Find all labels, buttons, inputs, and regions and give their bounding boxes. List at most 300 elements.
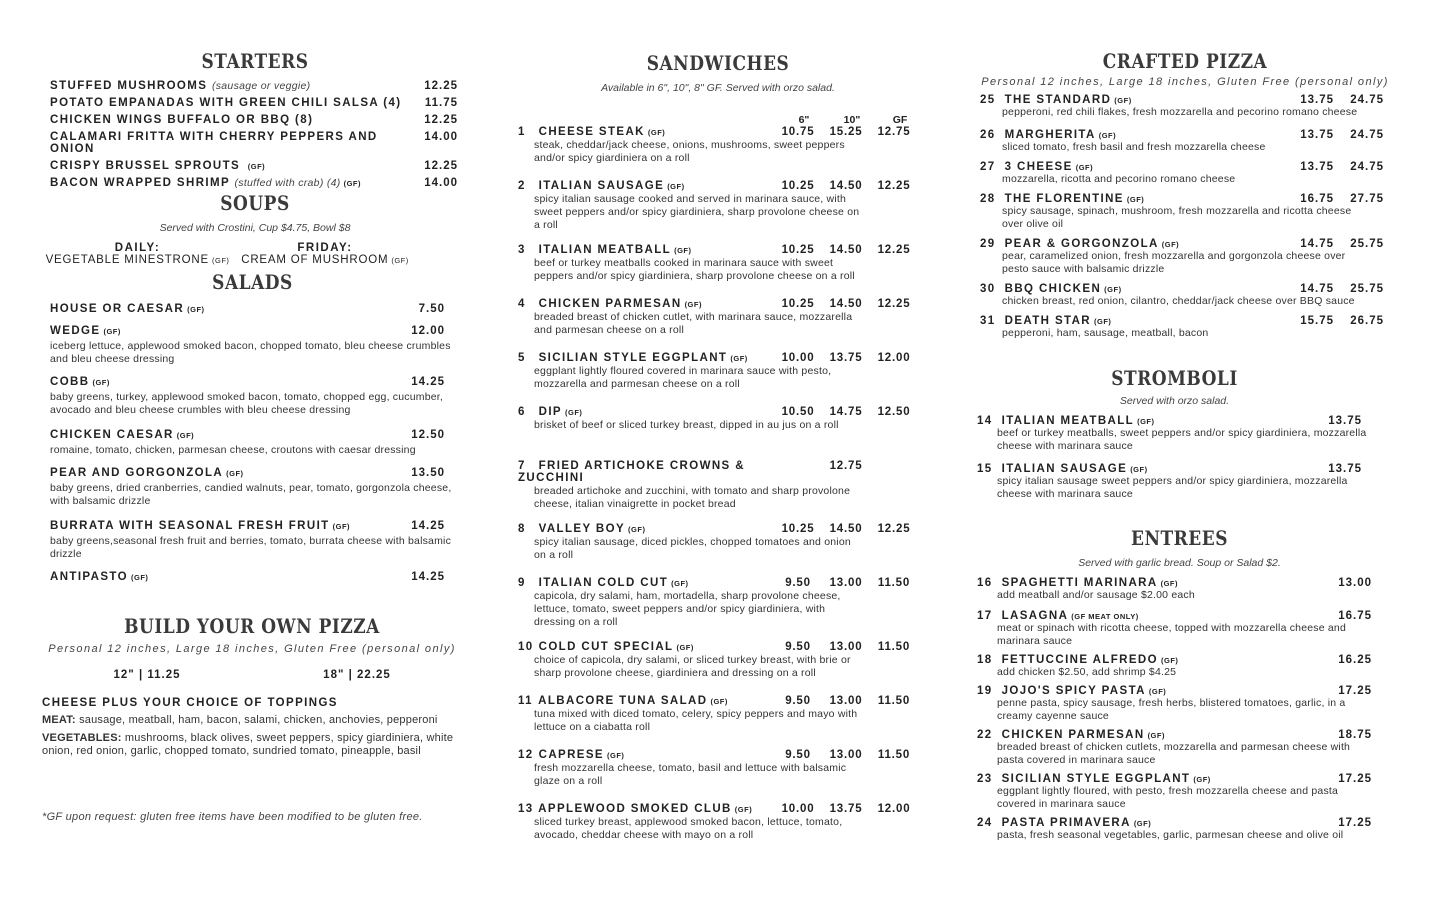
byo-pizza-section [42, 617, 462, 758]
gf-tag: (GF) [1147, 731, 1165, 740]
gf-tag: (GF) [1114, 96, 1132, 105]
item-name: THE FLORENTINE [1004, 193, 1124, 205]
stromboli-subtitle: Served with orzo salad. [1119, 395, 1230, 407]
gf-tag: (GF) [247, 162, 266, 171]
item-number: 3 [518, 244, 526, 256]
item-price: 12.75 [829, 460, 863, 472]
item-name: FETTUCCINE ALFREDO [1001, 654, 1158, 666]
item-price: 15.25 [829, 126, 863, 138]
sandwich-item [518, 749, 918, 791]
item-price: 10.00 [781, 352, 815, 364]
item-desc: pepperoni, red chili flakes, fresh mozzarella and pecorino romano cheese [1002, 106, 1358, 118]
col-gf: GF [892, 114, 908, 126]
item-price: 10.25 [781, 523, 815, 535]
gf-tag: (GF) [684, 300, 702, 309]
col-6: 6" [798, 114, 810, 126]
sandwiches-heading: SANDWICHES [646, 52, 790, 76]
gf-tag: (GF) [1161, 656, 1179, 665]
salad-item [50, 467, 455, 508]
item-price: 25.75 [1350, 238, 1384, 250]
sandwich-item [518, 577, 918, 629]
gf-tag: (GF) [1161, 240, 1180, 249]
sandwich-item [518, 180, 918, 232]
item-price: 13.00 [829, 695, 863, 707]
item-number: 1 [518, 126, 526, 138]
gf-tag: (GF) [1094, 317, 1112, 326]
sandwiches-section [518, 54, 918, 845]
item-name: FRIED ARTICHOKE CROWNS & ZUCCHINI [518, 460, 745, 484]
item-price: 13.75 [829, 803, 863, 815]
pizza-item [980, 94, 1390, 119]
item-number: 27 [980, 161, 996, 173]
item-desc: eggplant lightly floured, with pesto, fresh mozzarella cheese and pasta covered in marinara sauce [997, 785, 1339, 810]
item-name: JOJO'S SPICY PASTA [1001, 685, 1146, 697]
item-name: DEATH STAR [1004, 315, 1092, 327]
daily-soup: VEGETABLE MINESTRONE [45, 254, 209, 266]
item-number: 19 [977, 685, 993, 697]
item-name: ITALIAN MEATBALL [1001, 415, 1135, 427]
item-price: 7.50 [418, 303, 445, 315]
gf-tag: (GF) [628, 525, 646, 534]
item-price: 12.25 [877, 298, 911, 310]
gf-tag: (GF) [1133, 819, 1152, 828]
item-name: ALBACORE TUNA SALAD [538, 695, 708, 707]
gf-tag: (GF MEAT ONLY) [1071, 612, 1139, 621]
item-price: 24.75 [1350, 94, 1384, 106]
item-price: 14.75 [1300, 238, 1334, 250]
item-price: 14.25 [411, 571, 445, 583]
item-price: 10.25 [781, 298, 815, 310]
item-desc: breaded breast of chicken cutlets, mozzarella and parmesan cheese with pasta covered in marinara sauce [997, 741, 1351, 766]
item-desc: spicy italian sausage, diced pickles, chopped tomatoes and onion on a roll [534, 536, 851, 561]
item-name: CHICKEN WINGS BUFFALO OR BBQ (8) [50, 114, 314, 126]
item-number: 6 [518, 406, 526, 418]
gf-tag: (GF) [730, 354, 748, 363]
gf-tag: (GF) [176, 431, 195, 440]
item-desc: mozzarella, ricotta and pecorino romano cheese [1002, 173, 1236, 185]
gf-tag: (GF) [564, 408, 583, 417]
item-desc: chicken breast, red onion, cilantro, cheddar/jack cheese over BBQ sauce [1002, 295, 1355, 307]
item-desc: capicola, dry salami, ham, mortadella, sharp provolone cheese, lettuce, tomato, sweet peppers and/or spicy giardiniera, with dressing on a roll [534, 590, 841, 628]
item-name: SICILIAN STYLE EGGPLANT [1001, 773, 1191, 785]
item-number: 23 [977, 773, 993, 785]
item-name: POTATO EMPANADAS WITH GREEN CHILI SALSA (4) [50, 97, 402, 109]
item-price: 24.75 [1350, 129, 1384, 141]
gf-tag: (GF) [734, 805, 753, 814]
item-price: 12.00 [877, 352, 911, 364]
item-desc: iceberg lettuce, applewood smoked bacon, chopped tomato, bleu cheese crumbles and bleu cheese dressing [50, 340, 451, 365]
gf-tag: (GF) [647, 128, 666, 137]
entrees-heading: ENTREES [1131, 527, 1228, 551]
starter-item [50, 97, 460, 109]
item-price: 24.75 [1350, 161, 1384, 173]
item-price: 11.50 [877, 749, 911, 761]
size-18: 18" | 22.25 [323, 669, 391, 681]
item-price: 14.25 [411, 376, 445, 388]
item-name: WEDGE [50, 325, 101, 337]
friday-soup: CREAM OF MUSHROOM [241, 254, 389, 266]
gf-tag: (GF) [671, 579, 689, 588]
gf-tag: (GF) [676, 643, 694, 652]
gf-tag: (GF) [1130, 465, 1148, 474]
stromboli-section [977, 369, 1372, 501]
item-number: 10 [518, 641, 534, 653]
item-price: 13.00 [829, 749, 863, 761]
item-name: THE STANDARD [1004, 94, 1112, 106]
item-desc: tuna mixed with diced tomato, celery, spicy peppers and mayo with lettuce on a ciabatta roll [534, 708, 858, 733]
item-price: 14.00 [424, 131, 458, 143]
byo-subtitle: Personal 12 inches, Large 18 inches, Gluten Free (personal only) [48, 643, 456, 655]
item-name: ITALIAN MEATBALL [538, 244, 672, 256]
item-name: CHEESE STEAK [538, 126, 645, 138]
item-name: 3 CHEESE [1004, 161, 1073, 173]
item-note: (sausage or veggie) [211, 80, 311, 92]
soups-heading: SOUPS [220, 192, 290, 216]
starter-item [50, 160, 460, 172]
item-number: 5 [518, 352, 526, 364]
item-price: 13.00 [829, 641, 863, 653]
toppings-heading: CHEESE PLUS YOUR CHOICE OF TOPPINGS [42, 697, 338, 709]
item-price: 12.00 [877, 803, 911, 815]
soup-daily [45, 242, 230, 266]
item-number: 22 [977, 729, 993, 741]
gf-tag: (GF) [1160, 579, 1178, 588]
pizza-item [980, 129, 1390, 154]
sandwich-item [518, 641, 918, 683]
item-name: PEAR & GORGONZOLA [1004, 238, 1159, 250]
item-desc: baby greens, dried cranberries, candied walnuts, pear, tomato, gorgonzola cheese, with balsamic drizzle [50, 482, 452, 507]
item-name: CHICKEN PARMESAN [1001, 729, 1145, 741]
item-number: 4 [518, 298, 526, 310]
item-desc: add chicken $2.50, add shrimp $4.25 [997, 666, 1177, 678]
item-number: 28 [980, 193, 996, 205]
item-name: HOUSE OR CAESAR [50, 303, 185, 315]
gf-tag: (GF) [710, 697, 728, 706]
item-name: SICILIAN STYLE EGGPLANT [538, 352, 728, 364]
gf-tag: (GF) [332, 522, 351, 531]
item-desc: spicy italian sausage cooked and served in marinara sauce, with sweet peppers and/or spicy giardiniera, sharp provolone cheese on a roll [534, 193, 860, 231]
entrees-section [977, 529, 1382, 842]
item-desc: pasta, fresh seasonal vegetables, garlic, parmesan cheese and olive oil [997, 829, 1344, 841]
item-price: 11.50 [877, 641, 911, 653]
item-price: 16.75 [1338, 610, 1372, 622]
item-name: COBB [50, 376, 90, 388]
salad-item [50, 325, 455, 366]
soup-friday [230, 242, 420, 266]
item-price: 12.25 [424, 114, 458, 126]
item-price: 13.75 [1300, 94, 1334, 106]
item-price: 13.00 [1338, 577, 1372, 589]
item-number: 8 [518, 523, 526, 535]
item-desc: beef or turkey meatballs, sweet peppers and/or spicy giardiniera, mozzarella cheese with marinara sauce [997, 427, 1367, 452]
item-price: 13.75 [1300, 161, 1334, 173]
item-name: DIP [538, 406, 562, 418]
item-price: 14.75 [1300, 283, 1334, 295]
item-price: 17.25 [1338, 817, 1372, 829]
veg-toppings: mushrooms, black olives, sweet peppers, spicy giardiniera, white onion, red onion, garlic, chopped tomato, sundried tomato, pineapple, basil [42, 732, 454, 757]
item-number: 12 [518, 749, 534, 761]
entrees-item [977, 729, 1382, 767]
item-number: 11 [518, 695, 533, 707]
gf-tag: (GF) [211, 256, 230, 265]
item-number: 31 [980, 315, 996, 327]
gf-tag: (GF) [1104, 285, 1122, 294]
salad-item [50, 376, 455, 417]
sandwich-item [518, 803, 918, 845]
item-price: 10.25 [781, 180, 815, 192]
item-desc: steak, cheddar/jack cheese, onions, mushrooms, sweet peppers and/or spicy giardiniera on a roll [534, 139, 845, 164]
entrees-subtitle: Served with garlic bread. Soup or Salad $2. [1078, 557, 1281, 569]
entrees-item [977, 817, 1382, 842]
item-price: 13.75 [1328, 463, 1362, 475]
item-name: LASAGNA [1001, 610, 1069, 622]
item-name: PEAR AND GORGONZOLA [50, 467, 224, 479]
starters-section [50, 52, 460, 194]
byo-heading: BUILD YOUR OWN PIZZA [124, 615, 380, 639]
item-desc: fresh mozzarella cheese, tomato, basil and lettuce with balsamic glaze on a roll [534, 762, 847, 787]
item-name: COLD CUT SPECIAL [538, 641, 674, 653]
sandwich-item [518, 244, 918, 286]
item-price: 17.25 [1338, 773, 1372, 785]
salads-section [50, 273, 455, 583]
item-name: ITALIAN SAUSAGE [1001, 463, 1128, 475]
item-number: 7 [518, 460, 526, 472]
item-desc: beef or turkey meatballs cooked in marinara sauce with sweet peppers and/or spicy giardiniera, sharp provolone cheese on a roll [534, 257, 855, 282]
item-price: 12.25 [877, 523, 911, 535]
item-price: 18.75 [1338, 729, 1372, 741]
soups-section [45, 194, 465, 266]
item-price: 14.75 [829, 406, 863, 418]
item-name: CHICKEN PARMESAN [538, 298, 682, 310]
sandwich-item [518, 523, 918, 565]
entrees-item [977, 685, 1382, 723]
item-price: 26.75 [1350, 315, 1384, 327]
starter-item [50, 80, 460, 92]
item-name: BURRATA WITH SEASONAL FRESH FRUIT [50, 520, 330, 532]
item-desc: spicy sausage, spinach, mushroom, fresh mozzarella and ricotta cheese over olive oil [1002, 205, 1352, 230]
item-price: 12.25 [877, 180, 911, 192]
item-price: 10.50 [781, 406, 815, 418]
item-number: 16 [977, 577, 993, 589]
item-desc: romaine, tomato, chicken, parmesan cheese, croutons with caesar dressing [50, 444, 416, 456]
sandwich-item [518, 352, 918, 394]
item-desc: penne pasta, spicy sausage, fresh herbs, blistered tomatoes, garlic, in a creamy cayenne sauce [997, 697, 1346, 722]
gf-tag: (GF) [667, 182, 685, 191]
sandwich-item [518, 695, 918, 737]
item-desc: sliced tomato, fresh basil and fresh mozzarella cheese [1002, 141, 1266, 153]
item-price: 10.25 [781, 244, 815, 256]
item-desc: baby greens, turkey, applewood smoked bacon, tomato, chopped egg, cucumber, avocado and bleu cheese crumbles with bleu cheese dressing [50, 391, 444, 416]
gf-footnote: *GF upon request: gluten free items have been modified to be gluten free. [42, 811, 423, 823]
gf-tag: (GF) [1126, 195, 1145, 204]
item-price: 9.50 [785, 641, 811, 653]
pizza-item [980, 238, 1390, 276]
crafted-pizza-section [980, 52, 1390, 347]
pizza-item [980, 193, 1390, 231]
item-price: 13.75 [1328, 415, 1362, 427]
gf-tag: (GF) [1137, 417, 1155, 426]
item-name: ITALIAN COLD CUT [538, 577, 669, 589]
entrees-item [977, 773, 1382, 811]
item-price: 9.50 [785, 577, 811, 589]
item-note: (stuffed with crab) (4) [234, 177, 341, 189]
sandwich-item [518, 126, 918, 168]
meat-label: MEAT: [42, 714, 76, 726]
item-number: 9 [518, 577, 526, 589]
item-name: BBQ CHICKEN [1004, 283, 1102, 295]
gf-tag: (GF) [103, 327, 121, 336]
item-number: 2 [518, 180, 526, 192]
salads-heading: SALADS [212, 271, 293, 295]
item-price: 14.00 [424, 177, 458, 189]
salad-item [50, 520, 455, 561]
gf-tag: (GF) [130, 573, 149, 582]
item-name: BACON WRAPPED SHRIMP [50, 177, 230, 189]
item-number: 25 [980, 94, 996, 106]
item-price: 12.25 [424, 160, 458, 172]
entrees-item [977, 654, 1382, 679]
item-price: 12.50 [877, 406, 911, 418]
item-desc: baby greens,seasonal fresh fruit and berries, tomato, burrata cheese with balsamic drizzle [50, 535, 452, 560]
item-name: CHICKEN CAESAR [50, 429, 174, 441]
salad-item [50, 429, 455, 457]
item-price: 12.25 [877, 244, 911, 256]
item-price: 13.00 [829, 577, 863, 589]
item-name: CRISPY BRUSSEL SPROUTS [50, 160, 241, 172]
item-price: 14.50 [829, 180, 863, 192]
item-number: 13 [518, 803, 534, 815]
item-desc: spicy italian sausage sweet peppers and/or spicy giardiniera, mozzarella cheese with marinara sauce [997, 475, 1348, 500]
gf-tag: (GF) [226, 469, 244, 478]
starter-item [50, 131, 460, 155]
item-name: SPAGHETTI MARINARA [1001, 577, 1158, 589]
item-number: 29 [980, 238, 996, 250]
item-number: 24 [977, 817, 993, 829]
item-desc: breaded artichoke and zucchini, with tomato and sharp provolone cheese, italian vinaigrette in pocket bread [534, 485, 851, 510]
pizza-item [980, 161, 1390, 186]
item-price: 14.50 [829, 523, 863, 535]
item-price: 16.75 [1300, 193, 1334, 205]
item-price: 9.50 [785, 695, 811, 707]
item-name: MARGHERITA [1004, 129, 1096, 141]
item-name: STUFFED MUSHROOMS [50, 80, 208, 92]
gf-tag: (GF) [1098, 131, 1117, 140]
gf-tag: (GF) [1193, 775, 1211, 784]
item-price: 9.50 [785, 749, 811, 761]
pizza-item [980, 315, 1390, 340]
stromboli-item [977, 415, 1372, 453]
item-desc: sliced turkey breast, applewood smoked bacon, lettuce, tomato, avocado, cheddar cheese with mayo on a roll [534, 816, 843, 841]
item-desc: pepperoni, ham, sausage, meatball, bacon [1002, 327, 1209, 339]
item-price: 13.75 [829, 352, 863, 364]
starters-heading: STARTERS [201, 50, 309, 74]
item-desc: brisket of beef or sliced turkey breast, dipped in au jus on a roll [534, 419, 839, 431]
size-12: 12" | 11.25 [113, 669, 181, 681]
item-desc: add meatball and/or sausage $2.00 each [997, 589, 1195, 601]
item-desc: breaded breast of chicken cutlet, with marinara sauce, mozzarella and parmesan cheese on a roll [534, 311, 853, 336]
item-number: 30 [980, 283, 996, 295]
gf-tag: (GF) [343, 179, 361, 188]
item-desc: pear, caramelized onion, fresh mozzarella and gorgonzola cheese over pesto sauce with balsamic drizzle [1002, 250, 1346, 275]
gf-tag: (GF) [187, 305, 205, 314]
size-columns [518, 114, 924, 126]
gf-tag: (GF) [674, 246, 692, 255]
starter-item [50, 177, 460, 189]
item-price: 14.50 [829, 244, 863, 256]
pizza-item [980, 283, 1390, 308]
item-price: 11.75 [424, 97, 458, 109]
item-name: ITALIAN SAUSAGE [538, 180, 665, 192]
item-desc: eggplant lightly floured covered in marinara sauce with pesto, mozzarella and parmesan cheese on a roll [534, 365, 832, 390]
item-price: 12.75 [877, 126, 911, 138]
item-price: 15.75 [1300, 315, 1334, 327]
starter-item [50, 114, 460, 126]
item-number: 15 [977, 463, 993, 475]
item-price: 27.75 [1350, 193, 1384, 205]
sandwich-item [518, 460, 918, 511]
item-name: ANTIPASTO [50, 571, 128, 583]
gf-tag: (GF) [92, 378, 110, 387]
gf-tag: (GF) [607, 751, 625, 760]
stromboli-item [977, 463, 1372, 501]
gf-tag: (GF) [1148, 687, 1167, 696]
item-price: 10.00 [781, 803, 815, 815]
item-desc: choice of capicola, dry salami, or sliced turkey breast, with brie or sharp provolone cheese, giardiniera and dressing on a roll [534, 654, 851, 679]
item-price: 12.50 [411, 429, 445, 441]
crafted-subtitle: Personal 12 inches, Large 18 inches, Gluten Free (personal only) [981, 76, 1389, 88]
sandwich-item [518, 298, 918, 340]
item-name: APPLEWOOD SMOKED CLUB [538, 803, 732, 815]
col-10: 10" [843, 114, 861, 126]
item-price: 25.75 [1350, 283, 1384, 295]
item-desc: meat or spinach with ricotta cheese, topped with mozzarella cheese and marinara sauce [997, 622, 1347, 647]
stromboli-heading: STROMBOLI [1111, 367, 1238, 391]
veg-label: VEGETABLES: [42, 732, 122, 744]
item-number: 14 [977, 415, 993, 427]
item-price: 17.25 [1338, 685, 1372, 697]
meat-toppings: sausage, meatball, ham, bacon, salami, chicken, anchovies, pepperoni [79, 714, 438, 726]
item-name: VALLEY BOY [538, 523, 626, 535]
friday-label: FRIDAY: [297, 242, 353, 254]
item-price: 16.25 [1338, 654, 1372, 666]
gf-tag: (GF) [1075, 163, 1094, 172]
item-number: 17 [977, 610, 993, 622]
entrees-item [977, 577, 1382, 602]
item-number: 18 [977, 654, 993, 666]
item-price: 14.25 [411, 520, 445, 532]
crafted-heading: CRAFTED PIZZA [1102, 50, 1268, 74]
sandwich-item [518, 406, 918, 448]
item-name: PASTA PRIMAVERA [1001, 817, 1131, 829]
item-price: 13.50 [411, 467, 445, 479]
item-price: 12.25 [424, 80, 458, 92]
item-price: 12.00 [411, 325, 445, 337]
gf-tag: (GF) [391, 256, 409, 265]
entrees-item [977, 610, 1382, 648]
daily-label: DAILY: [114, 242, 161, 254]
item-number: 26 [980, 129, 996, 141]
item-price: 11.50 [877, 695, 911, 707]
item-name: CAPRESE [538, 749, 605, 761]
salad-item [50, 571, 455, 583]
item-name: CALAMARI FRITTA WITH CHERRY PEPPERS AND ONION [50, 131, 378, 155]
item-price: 10.75 [781, 126, 815, 138]
salad-item [50, 303, 455, 315]
item-price: 13.75 [1300, 129, 1334, 141]
item-price: 11.50 [877, 577, 911, 589]
soups-subtitle: Served with Crostini, Cup $4.75, Bowl $8 [159, 222, 351, 234]
sandwiches-subtitle: Available in 6", 10", 8" GF. Served with orzo salad. [601, 82, 835, 94]
